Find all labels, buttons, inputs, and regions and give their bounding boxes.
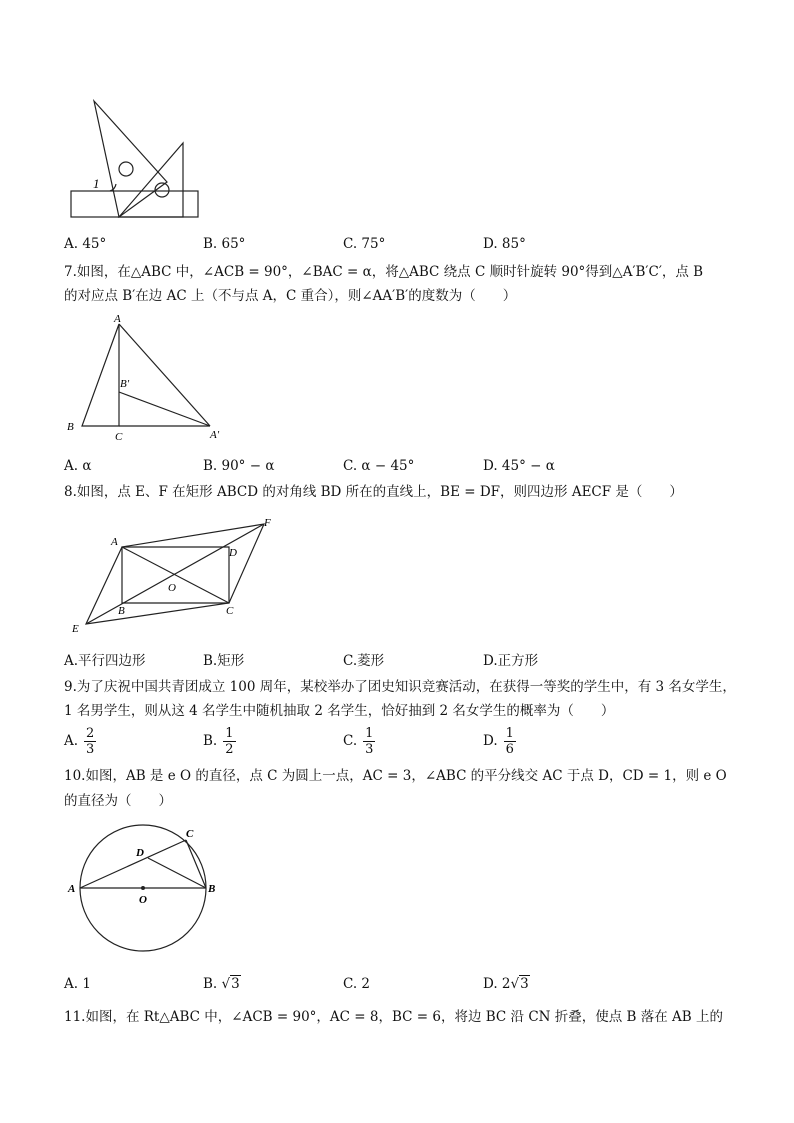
ruler [71,191,198,217]
q6-figure [66,96,206,222]
sqrt-sign: √ [510,976,520,992]
q6-option-a[interactable]: A. 45° [64,236,107,252]
q7-option-c[interactable]: C. α − 45° [343,458,415,474]
q10-option-a[interactable] [64,974,91,994]
set-square-right [119,143,183,217]
q10-label-d: D [136,847,144,859]
q6-option-d[interactable]: D. 85° [483,236,526,252]
q8-figure [66,514,286,638]
q9-option-d[interactable] [483,726,516,757]
q10-option-d-prefix: D. 2 [483,976,511,992]
radicand: 3 [231,976,240,992]
q10-stem-line2: 的直径为（ ） [64,793,172,809]
q10-option-b-sqrt [222,974,241,994]
q8-label-f: F [264,517,271,529]
q8-option-a[interactable]: A.平行四边形 [64,653,146,669]
denominator: 6 [505,742,514,757]
q11-stem-line1: 11.如图，在 Rt△ABC 中，∠ACB = 90°，AC = 8，BC = 6，将边 BC 沿 CN 折叠，使点 B 落在 AB 上的 [64,1009,724,1025]
set-square-left [94,101,167,217]
q7-option-d[interactable]: D. 45° − α [483,458,555,474]
q9-option-c-fraction [363,726,375,757]
denominator: 2 [225,742,234,757]
q8-label-e: E [72,623,79,635]
q9-option-b-prefix: B. [203,733,218,749]
q10-label-o: O [139,894,147,906]
q9-option-b[interactable] [203,726,236,757]
segment-a-aprime [119,324,210,426]
q10-option-c-text: C. 2 [343,976,371,992]
q9-option-c[interactable] [343,726,375,757]
q7-label-c: C [115,431,123,442]
q8-label-d: D [229,547,237,559]
q10-option-b-prefix: B. [203,976,222,992]
q8-label-a: A [111,536,118,548]
q9-option-b-fraction [223,726,235,757]
q9-stem-line1: 9.为了庆祝中国共青团成立 100 周年，某校举办了团史知识竞赛活动，在获得一等奖的学生中，有 3 名女学生， [64,679,736,695]
q9-option-a-fraction [84,726,96,757]
q10-option-c[interactable] [343,974,370,994]
bisector-bd [148,858,206,888]
q7-label-bprime: B′ [120,378,130,390]
q9-option-d-fraction [504,726,516,757]
q6-option-b[interactable]: B. 65° [203,236,246,252]
numerator: 1 [365,726,374,741]
triangle-abc [82,324,119,426]
sqrt-sign: √ [221,976,231,992]
q9-option-d-prefix: D. [483,733,498,749]
q9-stem-line2: 1 名男学生，则从这 4 名学生中随机抽取 2 名学生，恰好抽到 2 名女学生的概率为（ ） [64,703,615,719]
q8-label-c: C [226,605,234,617]
q10-label-c: C [186,828,194,840]
q8-option-c[interactable]: C.菱形 [343,653,385,669]
q8-label-o: O [168,582,176,594]
q10-option-d-sqrt [511,974,530,994]
q10-label-b: B [208,883,216,895]
q10-label-a: A [68,883,76,895]
chord-ac [80,840,186,888]
q7-stem-line2: 的对应点 B′在边 AC 上（不与点 A，C 重合），则∠AA′B′的度数为（ ） [64,288,517,304]
q8-option-b[interactable]: B.矩形 [203,653,245,669]
radicand: 3 [520,976,529,992]
denominator: 3 [86,742,95,757]
q10-option-d[interactable] [483,974,530,994]
q8-option-d[interactable]: D.正方形 [483,653,539,669]
q7-stem-line1: 7.如图，在△ABC 中，∠ACB = 90°，∠BAC = α，将△ABC 绕点 C 顺时针旋转 90°得到△A′B′C′，点 B [64,264,704,280]
numerator: 1 [225,726,234,741]
q10-figure [62,818,232,958]
center-point-o [141,886,145,890]
q7-label-a: A [114,313,121,325]
q7-figure [62,312,232,442]
q6-option-c[interactable]: C. 75° [343,236,386,252]
angle-1-label: 1 [93,176,100,191]
q10-option-b[interactable] [203,974,241,994]
q10-stem-line1: 10.如图，AB 是 e O 的直径，点 C 为圆上一点，AC = 3，∠ABC 的平分线交 AC 于点 D，CD = 1，则 e O [64,768,727,784]
q9-option-a-prefix: A. [64,733,79,749]
q9-option-c-prefix: C. [343,733,358,749]
numerator: 2 [86,726,95,741]
q9-option-a[interactable] [64,726,96,757]
q7-label-aprime: A′ [210,429,220,441]
q7-option-b[interactable]: B. 90° − α [203,458,275,474]
q7-option-a[interactable]: A. α [64,458,92,474]
q10-option-a-text: A. 1 [64,976,91,992]
q7-label-b: B [67,421,74,433]
q8-label-b: B [118,605,125,617]
segment-bc [186,840,206,888]
denominator: 3 [365,742,374,757]
set-square-left-hole [119,162,133,176]
q8-stem-line1: 8.如图，点 E、F 在矩形 ABCD 的对角线 BD 所在的直线上，BE = DF，则四边形 AECF 是（ ） [64,484,683,500]
numerator: 1 [505,726,514,741]
segment-bprime-aprime [119,392,210,426]
